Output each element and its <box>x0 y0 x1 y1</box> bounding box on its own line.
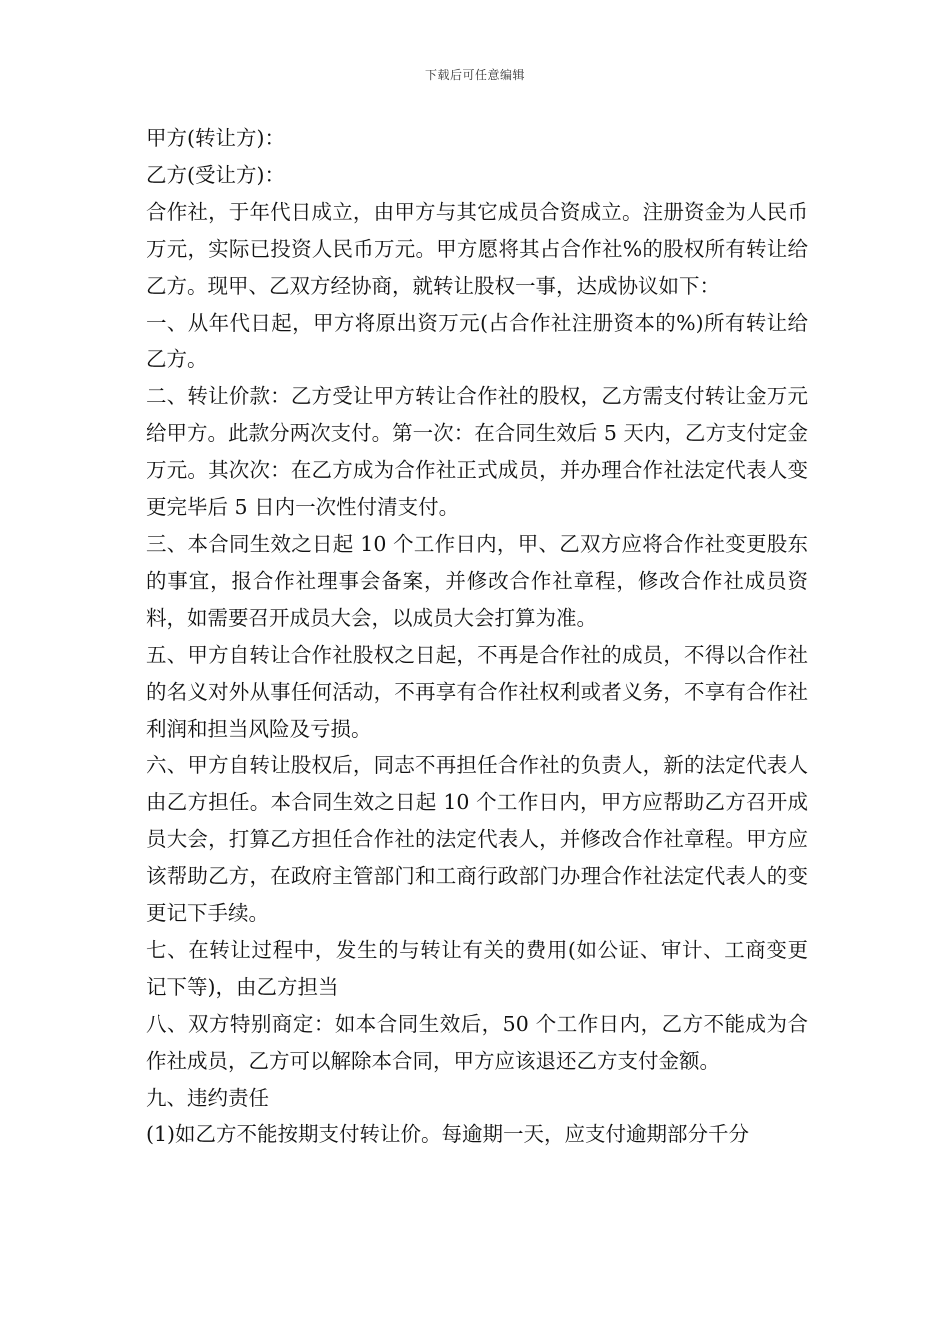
clause-8: 八、双方特别商定：如本合同生效后，50 个工作日内，乙方不能成为合作社成员，乙方可以解除本合同，甲方应该退还乙方支付金额。 <box>146 1011 808 1073</box>
page-header: 下载后可任意编辑 <box>424 68 525 82</box>
clause-5: 五、甲方自转让合作社股权之日起，不再是合作社的成员，不得以合作社的名义对外从事任何活动，不再享有合作社权利或者义务，不享有合作社利润和担当风险及亏损。 <box>146 642 808 741</box>
clause-9-heading: 九、违约责任 <box>146 1085 269 1110</box>
preamble-paragraph: 合作社，于年代日成立，由甲方与其它成员合资成立。注册资金为人民币万元，实际已投资人民币万元。甲方愿将其占合作社%的股权所有转让给乙方。现甲、乙双方经协商，就转让股权一事，达成协议如下： <box>146 199 808 298</box>
party-a-line: 甲方(转让方)： <box>146 126 285 150</box>
clause-9-item-1: (1)如乙方不能按期支付转让价。每逾期一天，应支付逾期部分千分 <box>146 1122 750 1147</box>
clause-1: 一、从年代日起，甲方将原出资万元(占合作社注册资本的%)所有转让给乙方。 <box>146 310 808 372</box>
clause-7: 七、在转让过程中，发生的与转让有关的费用(如公证、审计、工商变更记下等)，由乙方担当 <box>146 937 808 999</box>
document-body <box>146 120 808 1153</box>
party-b-line: 乙方(受让方)： <box>146 162 285 187</box>
clause-3: 三、本合同生效之日起 10 个工作日内，甲、乙双方应将合作社变更股东的事宜，报合作社理事会备案，并修改合作社章程，修改合作社成员资料，如需要召开成员大会，以成员大会打算为准。 <box>146 531 808 630</box>
clause-2: 二、转让价款：乙方受让甲方转让合作社的股权，乙方需支付转让金万元给甲方。此款分两次支付。第一次：在合同生效后 5 天内，乙方支付定金万元。其次次：在乙方成为合作社正式成员，并办理合作社法定代表人变更完毕后 5 日内一次性付清支付。 <box>146 384 808 520</box>
clause-6: 六、甲方自转让股权后，同志不再担任合作社的负责人，新的法定代表人由乙方担任。本合同生效之日起 10 个工作日内，甲方应帮助乙方召开成员大会，打算乙方担任合作社的法定代表人，并修改合作社章程。甲方应该帮助乙方，在政府主管部门和工商行政部门办理合作社法定代表人的变更记下手续。 <box>146 753 808 926</box>
